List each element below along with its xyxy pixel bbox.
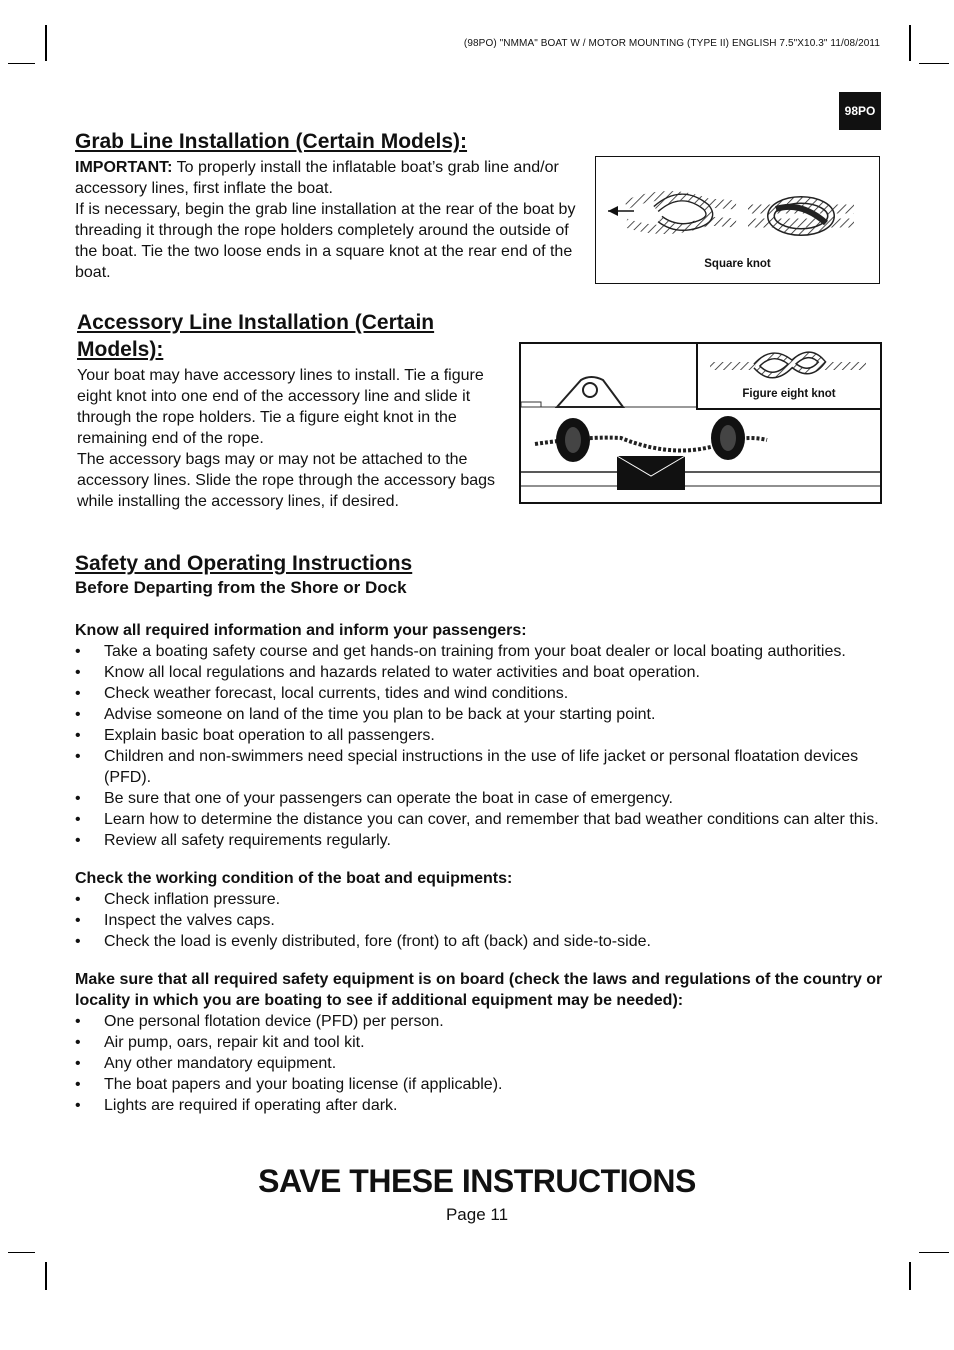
- list-item: • Check the load is evenly distributed, fore (front) to aft (back) and side-to-side.: [75, 931, 885, 952]
- save-instructions-notice: SAVE THESE INSTRUCTIONS: [258, 1163, 696, 1199]
- accessory-title-line1: Accessory Line Installation (Certain: [77, 311, 435, 334]
- important-text: To properly install the inflatable boat’s grab line and/or accessory lines, first inflate the boat.: [75, 159, 559, 197]
- figure-eight-caption: Figure eight knot: [742, 388, 836, 400]
- accessory-line-para1: Your boat may have accessory lines to install. Tie a figure eight knot into one end of the accessory line and slide it through the rope holders. Tie a figure eight knot in the remaining end of the rope.: [77, 367, 484, 447]
- crop-mark: [919, 1252, 949, 1253]
- safety-section: [75, 550, 885, 1116]
- section1-list: [75, 641, 885, 851]
- crop-mark: [45, 1262, 47, 1290]
- square-knot-figure: [595, 156, 880, 284]
- page-tab: 98PO: [839, 92, 881, 130]
- grab-line-title: Grab Line Installation (Certain Models):: [75, 130, 468, 153]
- safety-title: Safety and Operating Instructions: [75, 552, 413, 575]
- figure-eight-inset: [696, 344, 880, 410]
- accessory-title-line2: Models):: [77, 338, 164, 361]
- list-item: • Explain basic boat operation to all passengers.: [75, 725, 885, 746]
- accessory-line-figure: [519, 342, 882, 504]
- figure-eight-knot-icon: [698, 344, 878, 384]
- accessory-line-title: [77, 309, 507, 363]
- section2-lead: Check the working condition of the boat and equipments:: [75, 870, 513, 887]
- crop-mark: [8, 63, 35, 64]
- list-item: • Check weather forecast, local currents, tides and wind conditions.: [75, 683, 885, 704]
- list-item: • Learn how to determine the distance you can cover, and remember that bad weather conditions can alter this.: [75, 809, 885, 830]
- list-item: • The boat papers and your boating license (if applicable).: [75, 1074, 885, 1095]
- grab-line-instructions: If is necessary, begin the grab line installation at the rear of the boat by threading it through the rope holders completely around the outside of the boat. Tie the two loose ends in a square knot at the rear end of the boat.: [75, 201, 576, 281]
- page-number: Page 11: [445, 1205, 509, 1224]
- square-knot-caption: Square knot: [704, 258, 771, 270]
- list-item: • Inspect the valves caps.: [75, 910, 885, 931]
- tight-square-knot: [748, 200, 854, 232]
- crop-mark: [909, 1262, 911, 1290]
- crop-mark: [909, 25, 911, 61]
- crop-mark: [8, 1252, 35, 1253]
- crop-mark: [45, 25, 47, 61]
- section3-lead: Make sure that all required safety equipment is on board (check the laws and regulations of the country or locality in which you are boating to see if additional equipment may be needed):: [75, 971, 883, 1009]
- list-item: • Know all local regulations and hazards related to water activities and boat operation.: [75, 662, 885, 683]
- list-item: • Advise someone on land of the time you plan to be back at your starting point.: [75, 704, 885, 725]
- list-item: • Be sure that one of your passengers can operate the boat in case of emergency.: [75, 788, 885, 809]
- list-item: • Review all safety requirements regularly.: [75, 830, 885, 851]
- list-item: • Any other mandatory equipment.: [75, 1053, 885, 1074]
- section1-lead: Know all required information and inform your passengers:: [75, 622, 527, 639]
- list-item: • Take a boating safety course and get hands-on training from your boat dealer or local boating authorities.: [75, 641, 885, 662]
- section3-list: [75, 1011, 885, 1116]
- list-item: • One personal flotation device (PFD) per person.: [75, 1011, 885, 1032]
- list-item: • Lights are required if operating after dark.: [75, 1095, 885, 1116]
- accessory-line-body: [77, 365, 507, 512]
- accessory-line-para2: The accessory bags may or may not be attached to the accessory lines. Slide the rope through the accessory bags while installing the accessory lines, if desired.: [77, 451, 496, 510]
- section2-list: [75, 889, 885, 952]
- print-info: (98PO) "NMMA" BOAT W / MOTOR MOUNTING (TYPE II) ENGLISH 7.5"X10.3" 11/08/2011: [463, 38, 880, 49]
- loose-square-knot: [608, 195, 736, 229]
- important-label: IMPORTANT:: [75, 159, 173, 176]
- square-knot-illustration: [596, 157, 879, 257]
- accessory-line-section: [77, 309, 507, 512]
- grab-line-body: [75, 157, 585, 283]
- list-item: • Air pump, oars, repair kit and tool kit.: [75, 1032, 885, 1053]
- crop-mark: [919, 63, 949, 64]
- safety-subtitle: Before Departing from the Shore or Dock: [75, 578, 407, 597]
- list-item: • Children and non-swimmers need special instructions in the use of life jacket or personal floatation devices (PFD).: [75, 746, 885, 788]
- grab-line-section: [75, 128, 585, 283]
- list-item: • Check inflation pressure.: [75, 889, 885, 910]
- grab-line-important: [75, 157, 585, 199]
